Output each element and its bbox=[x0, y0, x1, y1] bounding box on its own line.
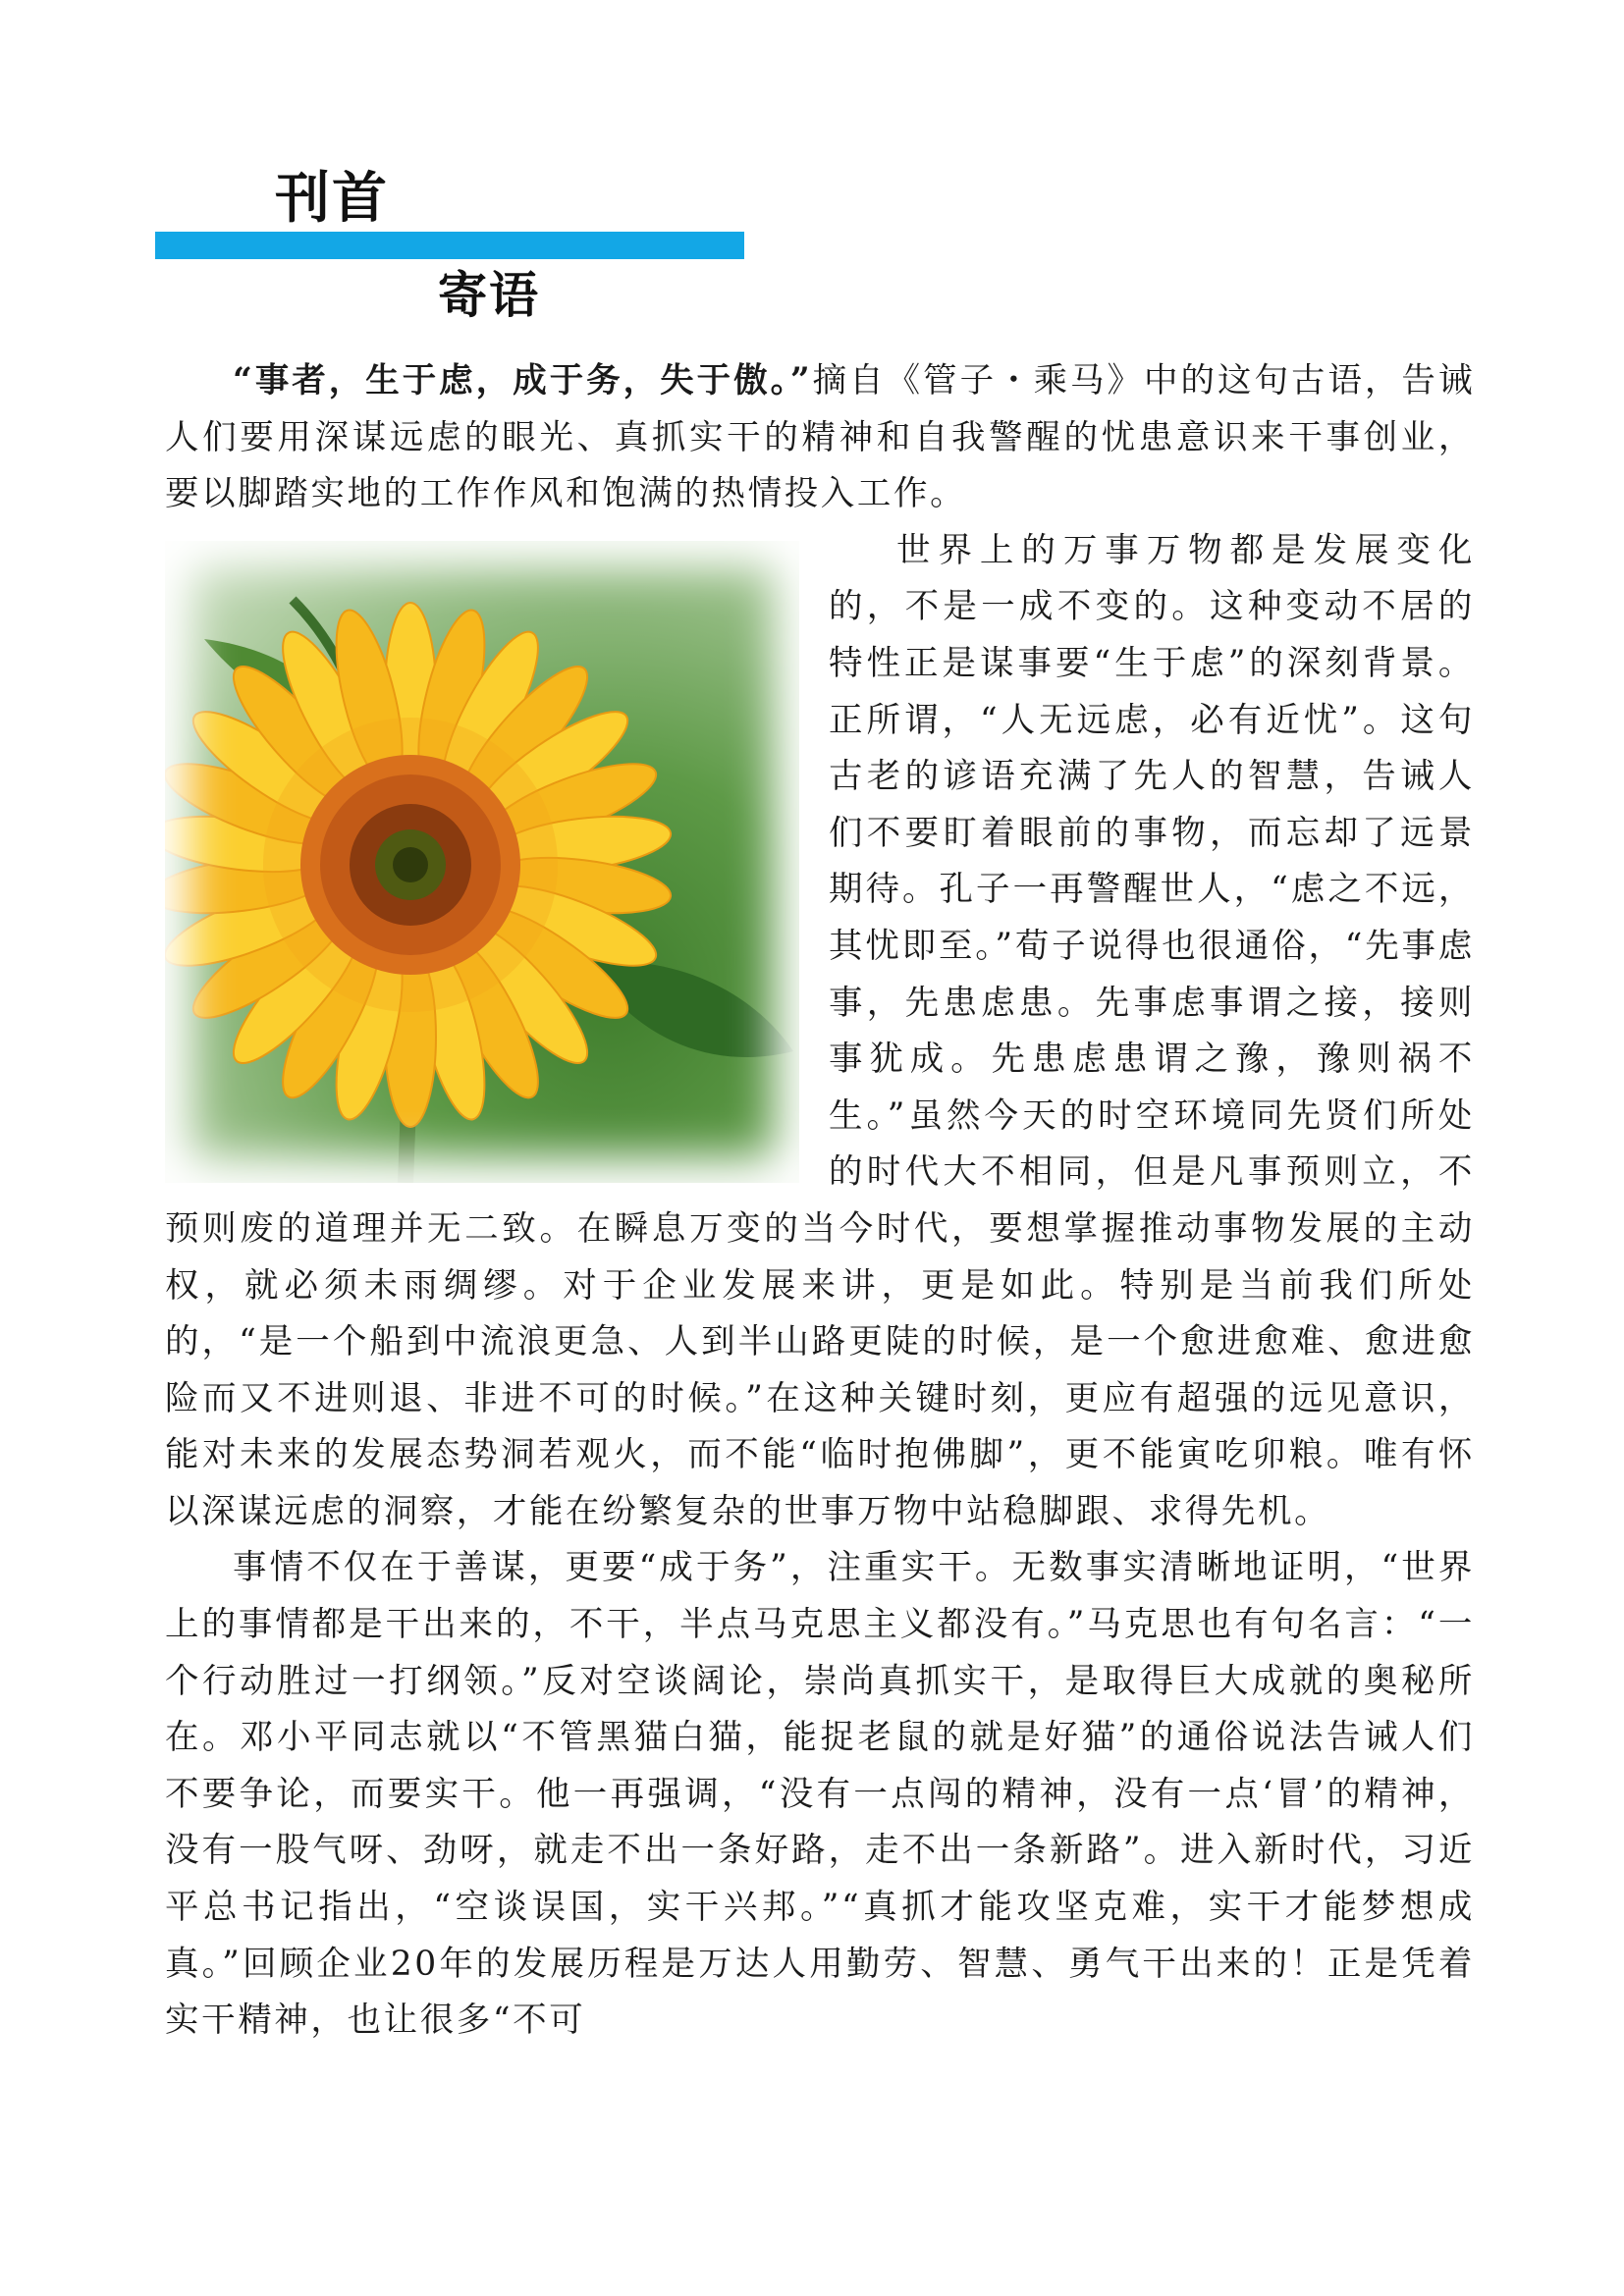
article-body bbox=[165, 353, 1475, 2050]
paragraph-2: 世界上的万事万物都是发展变化的，不是一成不变的。这种变动不居的特性正是谋事要“生于虑”的深刻背景。正所谓，“人无远虑，必有近忧”。这句古老的谚语充满了先人的智慧，告诫人们不要盯着眼前的事物，而忘却了远景期待。孔子一再警醒世人，“虑之不远，其忧即至。”荀子说得也很通俗，“先事虑事，先患虑患。先事虑事谓之接，接则事犹成。先患虑患谓之豫，豫则祸不生。”虽然今天的时空环境同先贤们所处的时代大不相同，但是凡事预则立，不预则废的道理并无二致。在瞬息万变的当今时代，要想掌握推动事物发展的主动权，就必须未雨绸缪。对于企业发展来讲，更是如此。特别是当前我们所处的，“是一个船到中流浪更急、人到半山路更陡的时候，是一个愈进愈难、愈进愈险而又不进则退、非进不可的时候。”在这种关键时刻，更应有超强的远见意识，能对未来的发展态势洞若观火，而不能“临时抱佛脚”，更不能寅吃卯粮。唯有怀以深谋远虑的洞察，才能在纷繁复杂的世事万物中站稳脚跟、求得先机。 bbox=[165, 530, 1475, 1531]
paragraph-3: 事情不仅在于善谋，更要“成于务”，注重实干。无数事实清晰地证明，“世界上的事情都是干出来的，不干，半点马克思主义都没有。”马克思也有句名言：“一个行动胜过一打纲领。”反对空谈阔论，崇尚真抓实干，是取得巨大成就的奥秘所在。邓小平同志就以“不管黑猫白猫，能捉老鼠的就是好猫”的通俗说法告诫人们不要争论，而要实干。他一再强调，“没有一点闯的精神，没有一点‘冒’的精神，没有一股气呀、劲呀，就走不出一条好路，走不出一条新路”。进入新时代，习近平总书记指出，“空谈误国，实干兴邦。”“真抓才能攻坚克难，实干才能梦想成真。”回顾企业20年的发展历程是万达人用勤劳、智慧、勇气干出来的！正是凭着实干精神，也让很多“不可 bbox=[165, 1548, 1475, 2041]
subtitle: 寄语 bbox=[438, 267, 540, 324]
sunflower-photo bbox=[165, 541, 799, 1183]
section-title: 刊首 bbox=[275, 167, 389, 231]
accent-bar bbox=[155, 232, 744, 259]
paragraph-1 bbox=[165, 353, 1475, 523]
sunflower-illustration bbox=[165, 541, 799, 1183]
paragraph-1-text: 摘自《管子・乘马》中的这句古语，告诫人们要用深谋远虑的眼光、真抓实干的精神和自我警醒的忧患意识来干事创业，要以脚踏实地的工作作风和饱满的热情投入工作。 bbox=[165, 361, 1475, 514]
opening-quote: “事者，生于虑，成于务，失于傲。” bbox=[233, 361, 813, 400]
